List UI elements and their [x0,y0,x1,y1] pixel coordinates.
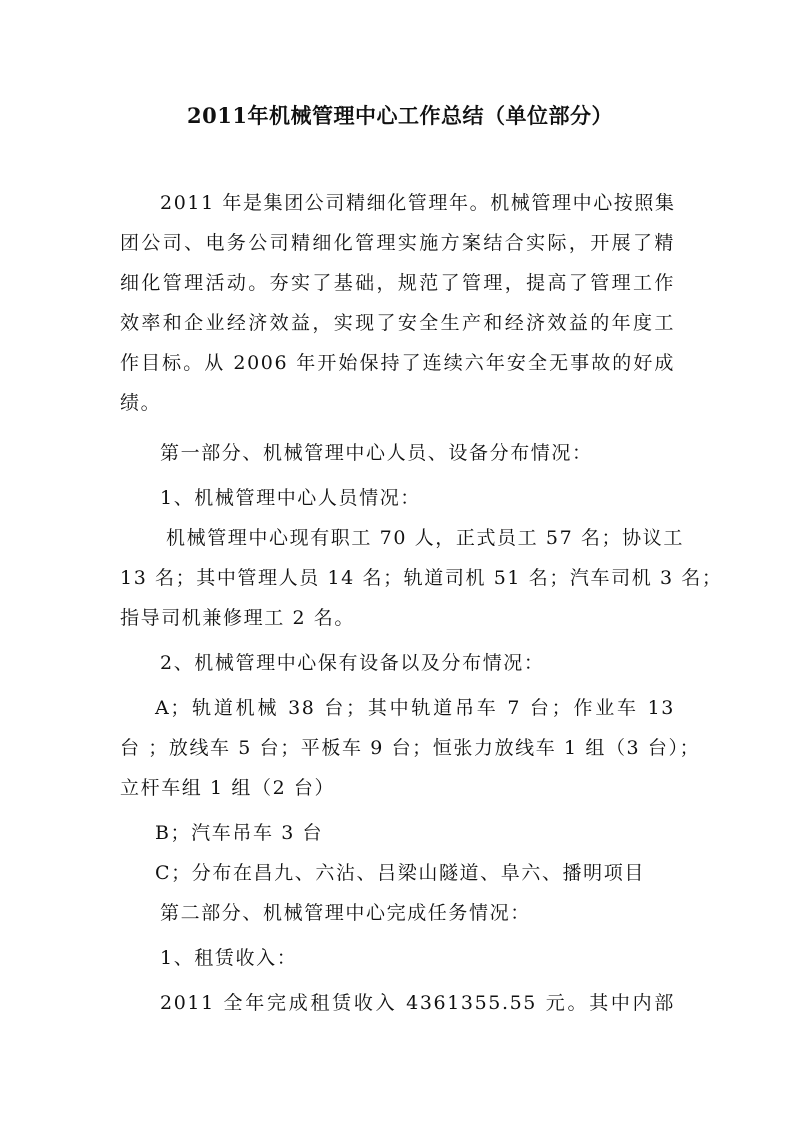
equipment-item: C；分布在昌九、六沾、吕梁山隧道、阜六、播明项目 [155,862,645,884]
paragraph-line: 效率和企业经济效益，实现了安全生产和经济效益的年度工 [120,312,675,334]
equipment-item: B；汽车吊车 3 台 [155,822,324,844]
paragraph-line: 指导司机兼修理工 2 名。 [120,607,355,629]
subsection-heading: 1、租赁收入： [160,947,298,969]
equipment-item: 立杆车组 1 组（2 台） [120,777,336,799]
document-title: 2011年机械管理中心工作总结（单位部分） [187,103,613,128]
paragraph-line: 绩。 [120,392,162,414]
subsection-heading: 2、机械管理中心保有设备以及分布情况： [160,652,545,674]
paragraph-line: 机械管理中心现有职工 70 人，正式员工 57 名；协议工 [166,527,684,549]
paragraph-line: 细化管理活动。夯实了基础，规范了管理，提高了管理工作 [120,272,675,294]
subsection-heading: 1、机械管理中心人员情况： [160,487,421,509]
paragraph-line: 2011 年是集团公司精细化管理年。机械管理中心按照集 [160,192,676,214]
paragraph-line: 2011 全年完成租赁收入 4361355.55 元。其中内部 [160,992,675,1014]
equipment-item: 台 ；放线车 5 台；平板车 9 台；恒张力放线车 1 组（3 台）； [120,737,701,759]
paragraph-line: 团公司、电务公司精细化管理实施方案结合实际，开展了精 [120,232,675,254]
equipment-item: A；轨道机械 38 台；其中轨道吊车 7 台；作业车 13 [155,697,675,719]
section-heading: 第二部分、机械管理中心完成任务情况： [160,902,531,924]
section-heading: 第一部分、机械管理中心人员、设备分布情况： [160,442,593,464]
paragraph-line: 13 名；其中管理人员 14 名；轨道司机 51 名；汽车司机 3 名； [120,567,723,589]
paragraph-line: 作目标。从 2006 年开始保持了连续六年安全无事故的好成 [120,352,675,374]
